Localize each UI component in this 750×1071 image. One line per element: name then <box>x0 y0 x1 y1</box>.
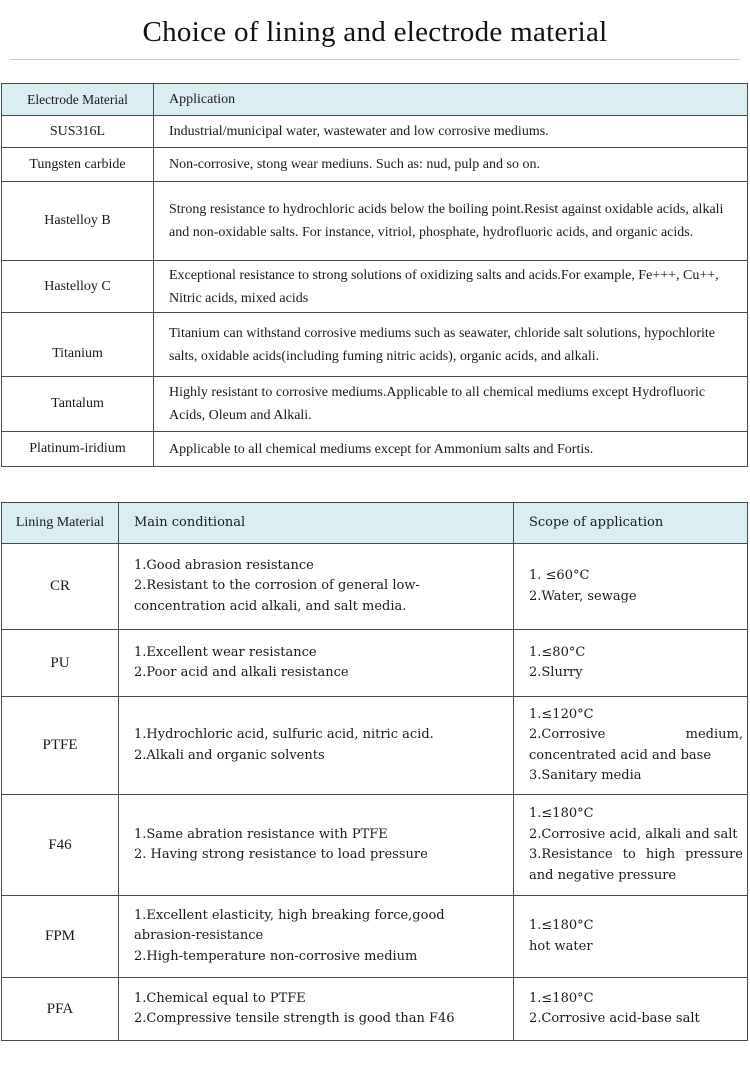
conditions-cell <box>119 978 514 1041</box>
table-header-row <box>2 503 748 544</box>
application-cell: Titanium can withstand corrosive mediums such as seawater, chloride salt solutions, hypochlorite salts, oxidable acids(including fuming nitric acids), organic acids, and alkali. <box>154 313 748 377</box>
scope-line: 2.Corrosive acid-base salt <box>529 1011 700 1026</box>
lining-material-cell: F46 <box>2 795 119 896</box>
scope-line: 3.Resistance to high pressure and negative pressure <box>529 847 743 883</box>
conditions-cell <box>119 795 514 896</box>
scope-line: 1.≤120°C <box>529 706 594 722</box>
condition-line: 1.Excellent elasticity, high breaking force,good abrasion-resistance <box>134 907 445 944</box>
scope-line: hot water <box>529 938 593 954</box>
condition-line: 1.Same abration resistance with PTFE <box>134 826 388 842</box>
conditions-cell <box>119 896 514 978</box>
lining-material-cell: PU <box>2 630 119 697</box>
table-row <box>2 182 748 261</box>
lining-material-table <box>1 502 748 1041</box>
scope-cell <box>514 544 748 630</box>
page-title: Choice of lining and electrode material <box>142 16 608 48</box>
electrode-material-cell: Titanium <box>2 313 154 377</box>
electrode-material-table <box>1 83 748 467</box>
scope-cell <box>514 978 748 1041</box>
table-row <box>2 896 748 978</box>
header-scope-of-application: Scope of application <box>514 503 748 544</box>
scope-cell <box>514 795 748 896</box>
scope-line: 2.Slurry <box>529 665 583 680</box>
condition-line: 1.Good abrasion resistance <box>134 557 314 573</box>
table-row <box>2 148 748 182</box>
electrode-material-cell: Tantalum <box>2 377 154 432</box>
lining-material-cell: PTFE <box>2 697 119 795</box>
scope-line: 1.≤180°C <box>529 990 594 1006</box>
scope-cell <box>514 630 748 697</box>
scope-line: 2.Corrosive medium, concentrated acid and base <box>529 727 743 763</box>
lining-material-cell: PFA <box>2 978 119 1041</box>
table-row <box>2 795 748 896</box>
table-row <box>2 116 748 148</box>
table-row <box>2 630 748 697</box>
application-cell: Exceptional resistance to strong solutions of oxidizing salts and acids.For example, Fe+++, Cu++, Nitric acids, mixed acids <box>154 261 748 313</box>
application-cell: Applicable to all chemical mediums except for Ammonium salts and Fortis. <box>154 432 748 467</box>
table-row <box>2 697 748 795</box>
electrode-material-cell: Hastelloy C <box>2 261 154 313</box>
condition-line: 1.Hydrochloric acid, sulfuric acid, nitric acid. <box>134 727 434 742</box>
condition-line: 2.High-temperature non-corrosive medium <box>134 948 418 964</box>
table-row <box>2 313 748 377</box>
table-row <box>2 978 748 1041</box>
electrode-material-cell: SUS316L <box>2 116 154 148</box>
scope-line: 1.≤80°C <box>529 644 586 660</box>
conditions-cell <box>119 544 514 630</box>
scope-cell <box>514 697 748 795</box>
scope-line: 2.Corrosive acid, alkali and salt <box>529 826 738 842</box>
condition-line: 1.Excellent wear resistance <box>134 644 317 660</box>
table-header-row <box>2 84 748 116</box>
condition-line: 1.Chemical equal to PTFE <box>134 990 306 1006</box>
electrode-material-cell: Platinum-iridium <box>2 432 154 467</box>
condition-line: 2.Alkali and organic solvents <box>134 747 325 763</box>
lining-material-cell: FPM <box>2 896 119 978</box>
header-lining-material: Lining Material <box>2 503 119 544</box>
electrode-material-cell: Hastelloy B <box>2 182 154 261</box>
header-electrode-material: Electrode Material <box>2 84 154 116</box>
scope-line: 1.≤180°C <box>529 918 594 933</box>
lining-material-cell: CR <box>2 544 119 630</box>
table-row <box>2 544 748 630</box>
condition-line: 2.Compressive tensile strength is good than F46 <box>134 1011 455 1026</box>
electrode-material-cell: Tungsten carbide <box>2 148 154 182</box>
condition-line: 2.Poor acid and alkali resistance <box>134 665 349 680</box>
conditions-cell <box>119 630 514 697</box>
table-row <box>2 432 748 467</box>
scope-line: 1. ≤60°C <box>529 568 590 583</box>
condition-line: 2. Having strong resistance to load pressure <box>134 847 428 862</box>
application-cell: Highly resistant to corrosive mediums.Applicable to all chemical mediums except Hydrofluoric Acids, Oleum and Alkali. <box>154 377 748 432</box>
application-cell: Non-corrosive, stong wear mediuns. Such as: nud, pulp and so on. <box>154 148 748 182</box>
title-divider <box>10 59 740 60</box>
scope-line: 2.Water, sewage <box>529 588 637 604</box>
scope-line: 1.≤180°C <box>529 806 594 821</box>
header-application: Application <box>154 84 748 116</box>
condition-line: 2.Resistant to the corrosion of general low-concentration acid alkali, and salt media. <box>134 578 420 614</box>
header-main-conditional: Main conditional <box>119 503 514 544</box>
scope-cell <box>514 896 748 978</box>
table-row <box>2 261 748 313</box>
application-cell: Strong resistance to hydrochloric acids below the boiling point.Resist against oxidable acids, alkali and non-oxidable salts. For instance, vitriol, phosphate, hydrofluoric acids, and organic acids. <box>154 182 748 261</box>
application-cell: Industrial/municipal water, wastewater and low corrosive mediums. <box>154 116 748 148</box>
table-row <box>2 377 748 432</box>
scope-line: 3.Sanitary media <box>529 768 642 783</box>
conditions-cell <box>119 697 514 795</box>
